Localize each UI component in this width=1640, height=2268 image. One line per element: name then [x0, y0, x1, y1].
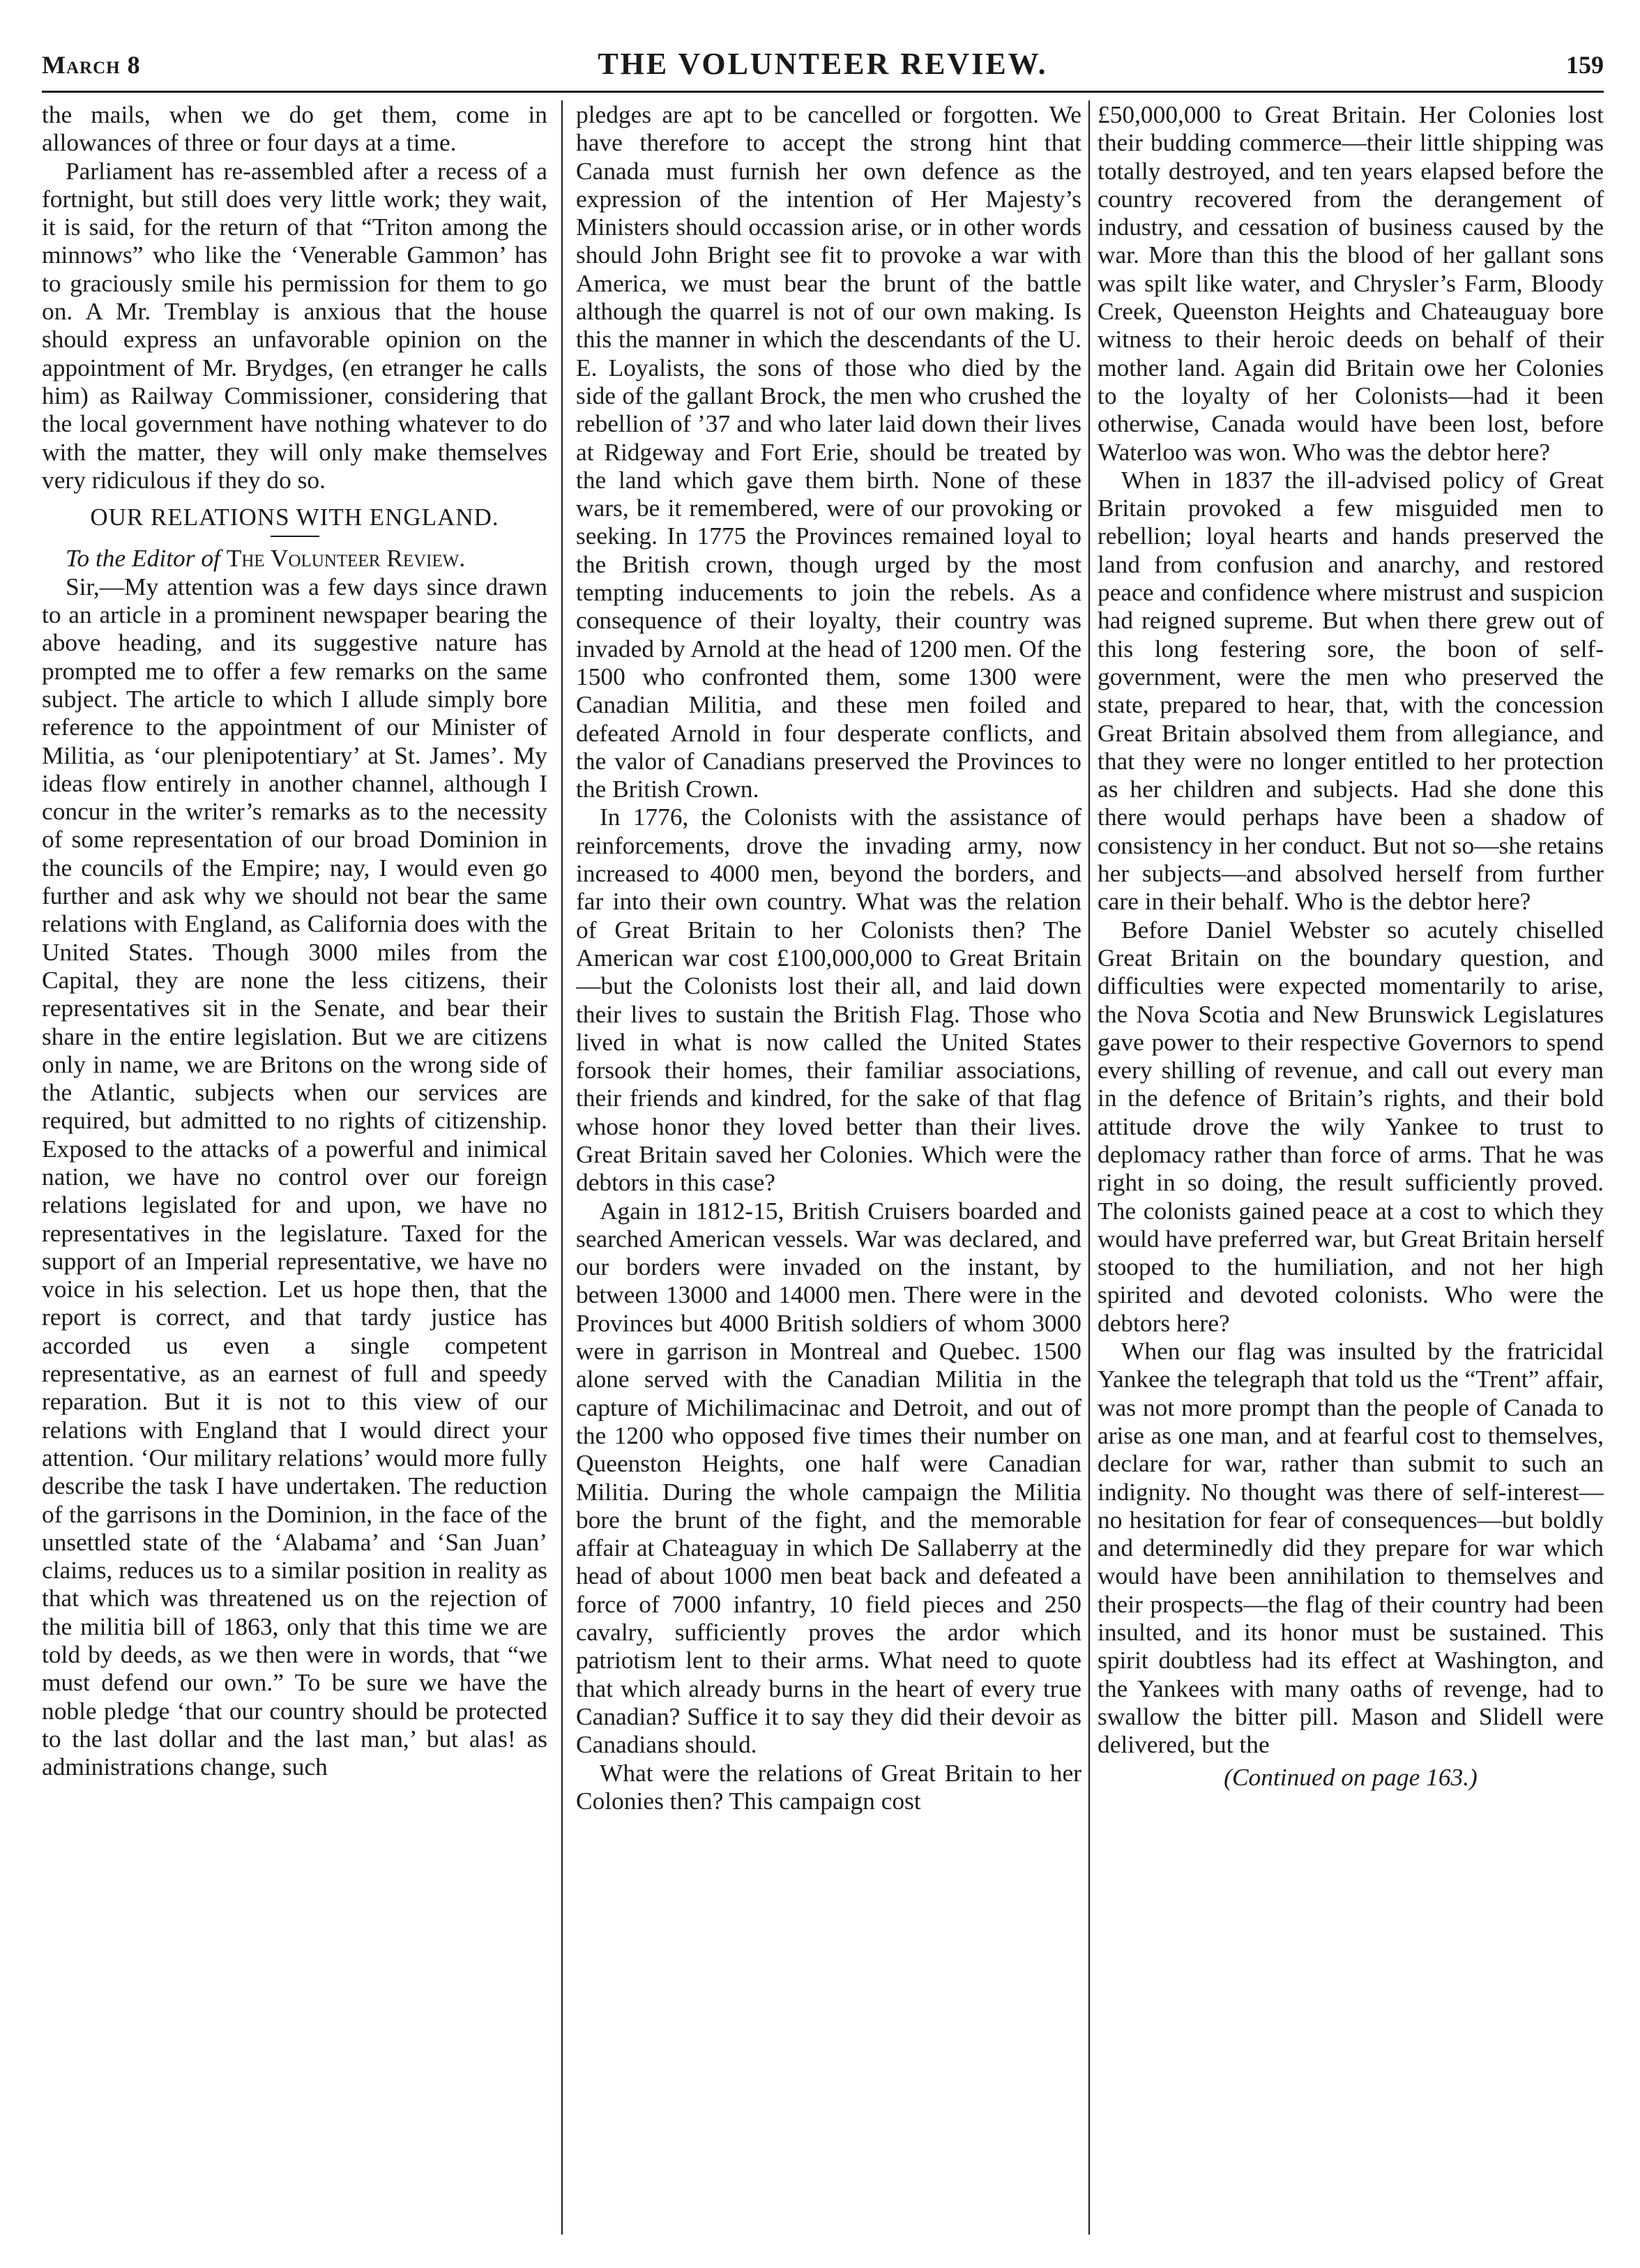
heading-divider: [271, 536, 319, 537]
paragraph: £50,000,000 to Great Britain. Her Colonies lost their budding commerce—their little shipping was totally destroyed, and ten years elapsed before the country recovered from the derangement of industry, and cessation of business caused by the war. More than this the blood of her gallant sons was spilt like water, and Chrysler’s Farm, Bloody Creek, Queenston Heights and Chateauguay bore witness to their heroic deeds on behalf of their mother land. Again did Britain owe her Colonies to the loyalty of her Colonists—had it been otherwise, Canada would have been lost, before Waterloo was won. Who was the debtor here?: [1098, 100, 1604, 466]
letter-address: [42, 544, 547, 572]
page-number: 159: [1566, 51, 1604, 79]
column-1: [42, 100, 547, 2235]
paragraph: When in 1837 the ill-advised policy of Great Britain provoked a few misguided men to rebellion; loyal hearts and hands preserved the land from confusion and anarchy, and restored peace and confidence where mistrust and suspicion had reigned supreme. But when there grew out of this long festering sore, the boon of self-government, were the men who preserved the state, prepared to hear, that, with the concession Great Britain absolved them from allegiance, and that they were no longer entitled to her protection as her children and subjects. Had she done this there would perhaps have been a shadow of consistency in her conduct. But not so—she retains her subjects—and absolved herself from further care in their behalf. Who is the debtor here?: [1098, 465, 1604, 916]
letter-address-publication: The Volunteer Review.: [226, 544, 466, 573]
issue-date: March 8: [42, 51, 141, 79]
paragraph: Sir,—My attention was a few days since drawn to an article in a prominent newspaper bearing the above heading, and its suggestive nature has prompted me to offer a few remarks on the same subject. The article to which I allude simply bore reference to the appointment of our Minister of Militia, as ‘our plenipotentiary’ at St. James’. My ideas flow entirely in another channel, although I concur in the writer’s remarks as to the necessity of some representation of our broad Dominion in the councils of the Empire; nay, I would even go further and ask why we should not bear the same relations with England, as California does with the United States. Though 3000 miles from the Capital, they are none the less citizens, their representatives sit in the Senate, and bear their share in the entire legislation. But we are citizens only in name, we are Britons on the wrong side of the Atlantic, subjects when our services are required, but admitted to no rights of citizenship. Exposed to the attacks of a powerful and inimical nation, we have no control over our foreign relations legislated for and upon, we have no representatives in the legislature. Taxed for the support of an Imperial representative, we have no voice in his selection. Let us hope then, that the report is correct, and that tardy justice has accorded us even a single competent representative, as an earnest of full and speedy reparation. But it is not to this view of our relations with England that I would direct your attention. ‘Our military relations’ would more fully describe the task I have undertaken. The reduction of the garrisons in the Dominion, in the face of the unsettled state of the ‘Alabama’ and ‘San Juan’ claims, reduces us to a similar position in reality as that which was threatened us on the rejection of the militia bill of 1863, only that this time we are told by deeds, as we then were in words, that “we must defend our own.” To be sure we have the noble pledge ‘that our country should be protected to the last dollar and the last man,’ but alas! as administrations change, such: [42, 572, 547, 1781]
column-2: [576, 100, 1081, 2235]
paragraph: When our flag was insulted by the fratricidal Yankee the telegraph that told us the “Trent” affair, was not more prompt than the people of Canada to arise as one man, and at fearful cost to themselves, declare for war, rather than submit to such an indignity. No thought was there of self-interest—no hesitation for fear of consequences—but boldly and determinedly did they prepare for war which would have been annihilation to themselves and their prospects—the flag of their country had been insulted, and its honor must be sustained. This spirit doubtless had its effect at Washington, and the Yankees with many oaths of revenge, had to swallow the bitter pill. Mason and Slidell were delivered, but the: [1098, 1337, 1604, 1759]
column-3: [1098, 100, 1604, 2235]
newspaper-page: [42, 42, 1604, 2239]
publication-title: THE VOLUNTEER REVIEW.: [598, 47, 1048, 81]
paragraph: the mails, when we do get them, come in allowances of three or four days at a time.: [42, 100, 547, 157]
column-divider: [561, 100, 563, 2235]
article-heading: OUR RELATIONS WITH ENGLAND.: [90, 504, 499, 531]
paragraph: Again in 1812-15, British Cruisers boarded and searched American vessels. War was declared, and our borders were invaded on the instant, by between 13000 and 14000 men. There were in the Provinces but 4000 British soldiers of whom 3000 were in garrison in Montreal and Quebec. 1500 alone served with the Canadian Militia in the capture of Michilimacinac and Detroit, and out of the 1200 who opposed five times their number on Queenston Heights, one half were Canadian Militia. During the whole campaign the Militia bore the brunt of the fight, and the memorable affair at Chateaguay in which De Sallaberry at the head of about 1000 men beat back and defeated a force of 7000 infantry, 10 field pieces and 250 cavalry, sufficiently proves the ardor which patriotism lent to their arms. What need to quote that which already burns in the heart of every true Canadian? Suffice it to say they did their devoir as Canadians should.: [576, 1196, 1081, 1759]
column-divider: [1088, 100, 1090, 2235]
continued-note: (Continued on page 163.): [1224, 1762, 1478, 1791]
paragraph: In 1776, the Colonists with the assistance of reinforcements, drove the invading army, now increased to 4000 men, beyond the borders, and far into their own country. What was the relation of Great Britain to her Colonists then? The American war cost £100,000,000 to Great Britain—but the Colonists lost their all, and laid down their lives to sustain the British Flag. Those who lived in what is now called the United States forsook their homes, their familiar associations, their friends and kindred, for the sake of that flag whose honor they loved better than their lives. Great Britain saved her Colonies. Which were the debtors in this case?: [576, 803, 1081, 1197]
letter-address-prefix: To the Editor of: [66, 544, 220, 573]
paragraph: Parliament has re-assembled after a recess of a fortnight, but still does very little work; they wait, it is said, for the return of that “Triton among the minnows” who like the ‘Venerable Gammon’ has to graciously smile his permission for them to go on. A Mr. Tremblay is anxious that the house should express an unfavorable opinion on the appointment of Mr. Brydges, (en etranger he calls him) as Railway Commissioner, considering that the local government have nothing whatever to do with the matter, they will only make themselves very ridiculous if they do so.: [42, 156, 547, 494]
paragraph: pledges are apt to be cancelled or forgotten. We have therefore to accept the strong hint that Canada must furnish her own defence as the expression of the intention of Her Majesty’s Ministers should occassion arise, or in other words should John Bright see fit to provoke a war with America, we must bear the brunt of the battle although the quarrel is not of our own making. Is this the manner in which the descendants of the U. E. Loyalists, the sons of those who died by the side of the gallant Brock, the men who crushed the rebellion of ’37 and who later laid down their lives at Ridgeway and Fort Erie, should be treated by the land which gave them birth. None of these wars, be it remembered, were of our provoking or seeking. In 1775 the Provinces remained loyal to the British crown, though urged by the most tempting inducements to join the rebels. As a consequence of their loyalty, their country was invaded by Arnold at the head of 1200 men. Of the 1500 who confronted them, some 1300 were Canadian Militia, and these men foiled and defeated Arnold in four desperate conflicts, and the valor of Canadians preserved the Provinces to the British Crown.: [576, 100, 1081, 803]
paragraph: What were the relations of Great Britain to her Colonies then? This campaign cost: [576, 1758, 1081, 1815]
paragraph: Before Daniel Webster so acutely chiselled Great Britain on the boundary question, and difficulties were expected momentarily to arise, the Nova Scotia and New Brunswick Legislatures gave power to their respective Governors to spend every shilling of revenue, and call out every man in the defence of Britain’s rights, and their bold attitude drove the wily Yankee to trust to deplomacy rather than force of arms. That he was right in so doing, the result sufficiently proved. The colonists gained peace at a cost to which they would have preferred war, but Great Britain herself stooped to the humiliation, and not her high spirited and devoted colonists. Who were the debtors here?: [1098, 915, 1604, 1337]
masthead: [42, 42, 1604, 93]
